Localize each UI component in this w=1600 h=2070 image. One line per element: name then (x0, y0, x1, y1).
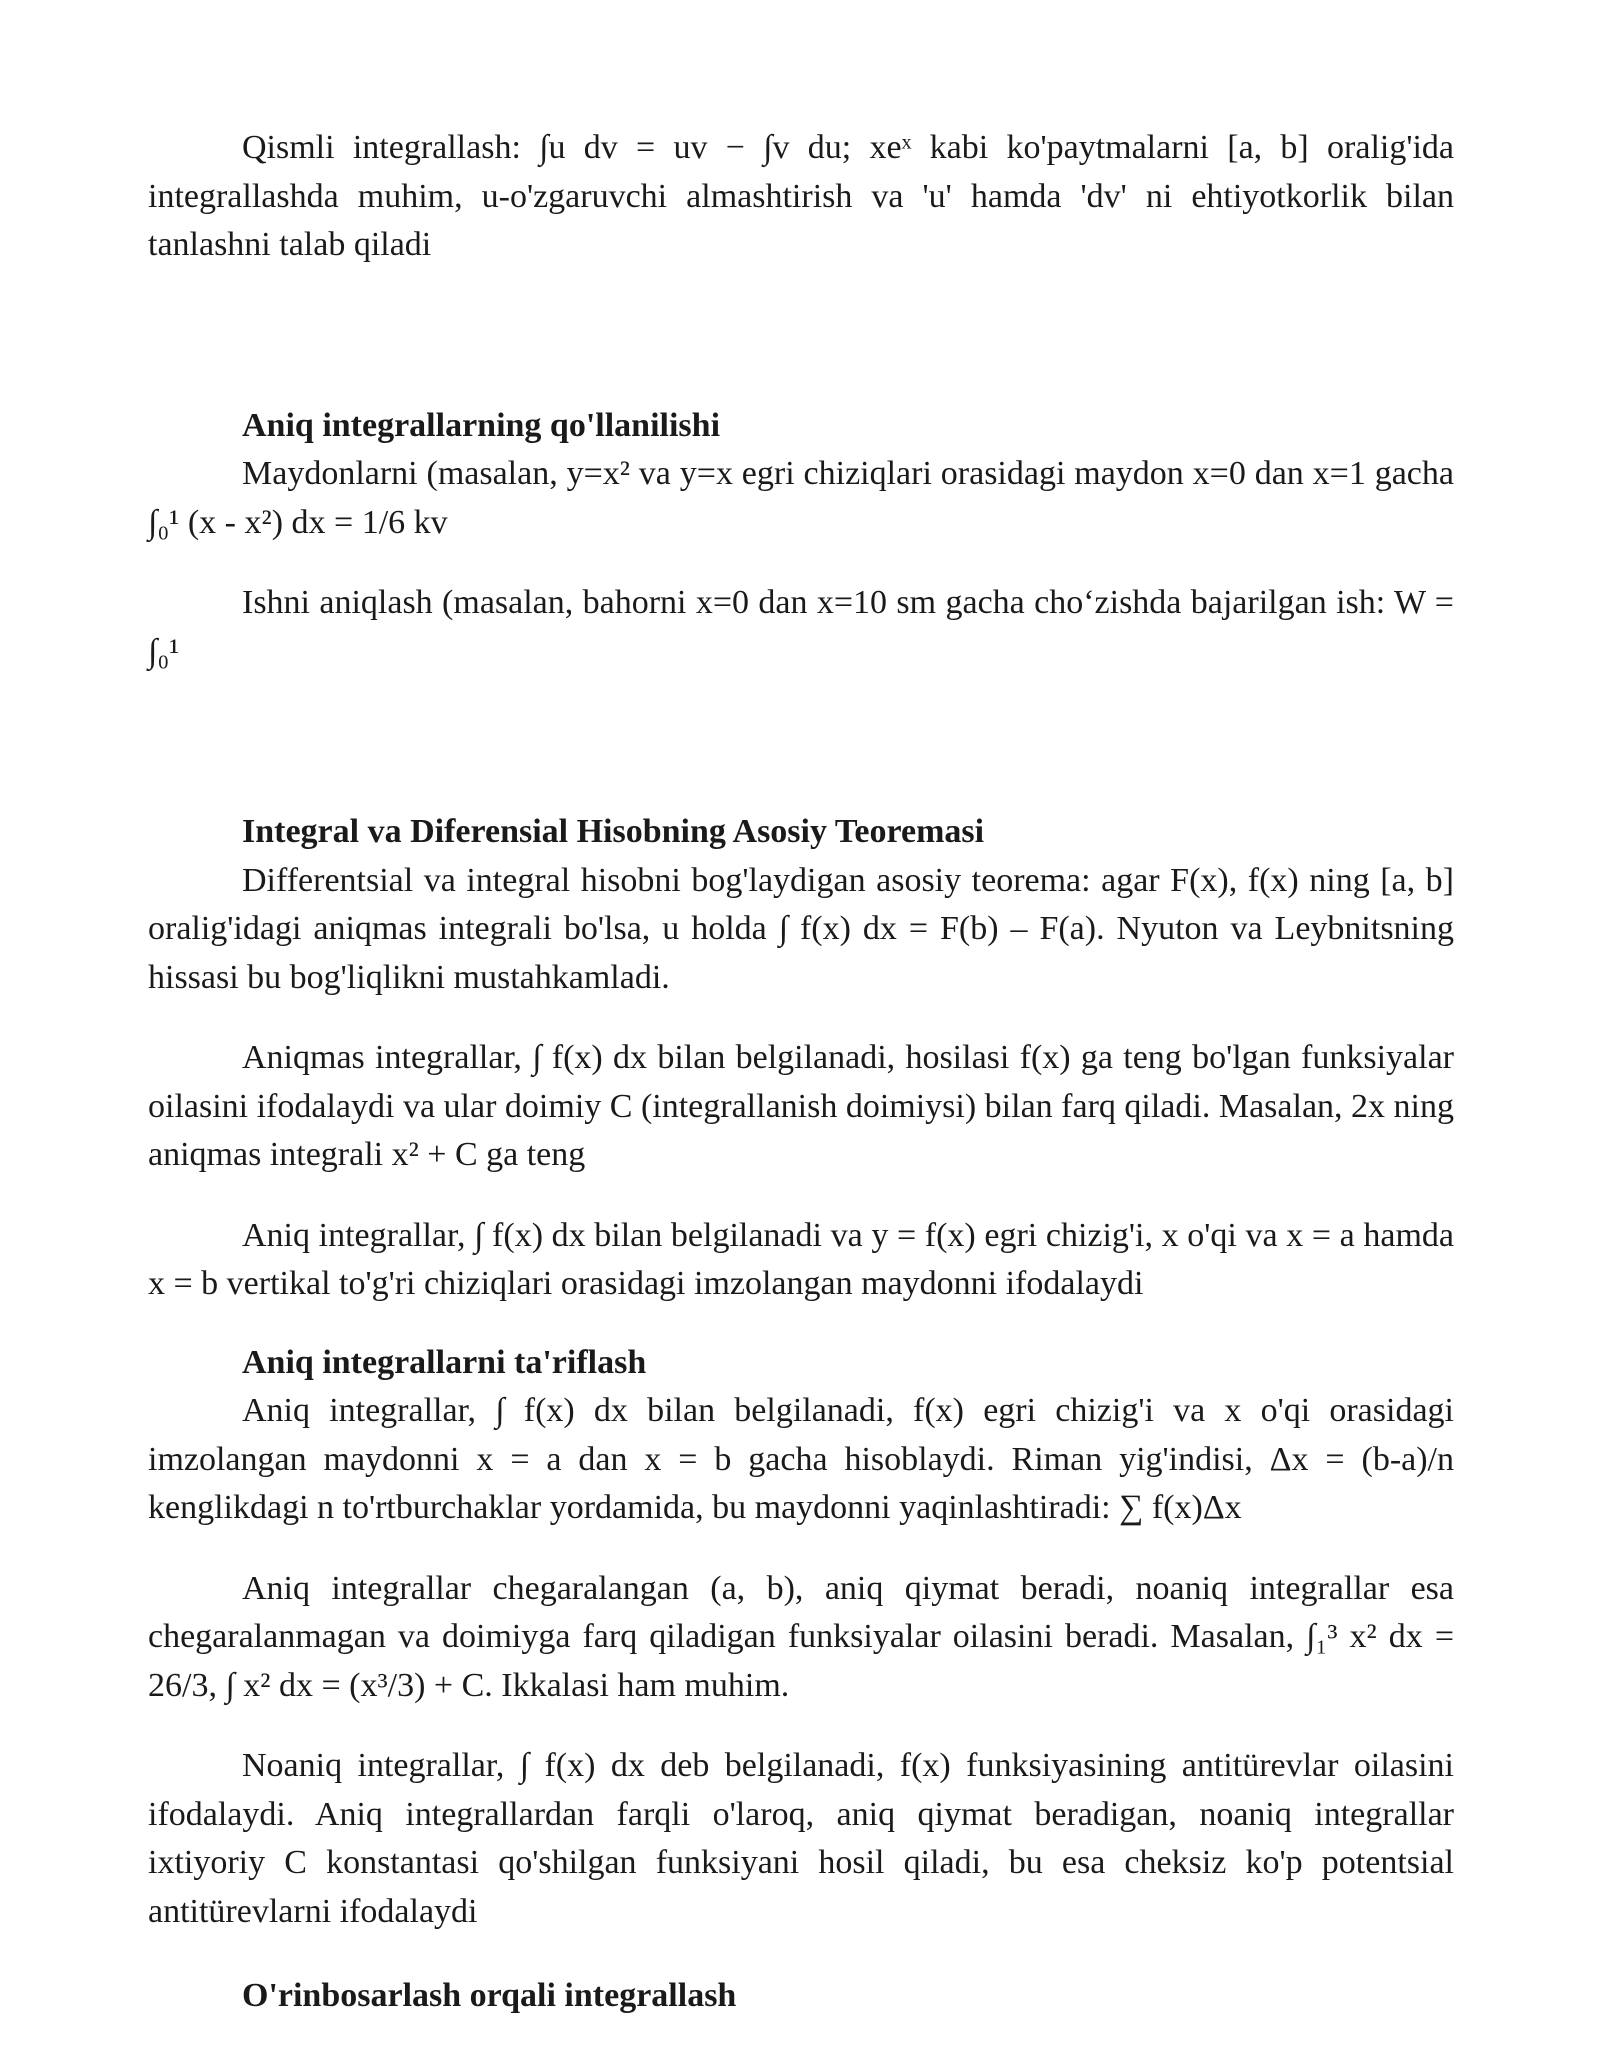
paragraph-riemann-sum: Aniq integrallar, ∫ f(x) dx bilan belgilanadi, f(x) egri chizig'i va x o'qi orasidagi imzolangan maydonni x = a dan x = b gacha hisoblaydi. Riman yig'indisi, Δx = (b-a)/n kenglikdagi n to'rtburchaklar yordamida, bu maydonni yaqinlashtiradi: ∑ f(x)Δx (148, 1392, 1454, 1526)
document-page (148, 124, 1454, 2021)
paragraph-indefinite-integrals: Aniqmas integrallar, ∫ f(x) dx bilan belgilanadi, hosilasi f(x) ga teng bo'lgan funksiyalar oilasini ifodalaydi va ular doimiy C (integrallanish doimiysi) bilan farq qiladi. Masalan, 2x ning aniqmas integrali x² + C ga teng (148, 1039, 1454, 1173)
paragraph-definite-vs-indefinite: Aniq integrallar chegaralangan (a, b), aniq qiymat beradi, noaniq integrallar esa chegaralanmagan va doimiyga farq qiladigan funksiyalar oilasini beradi. Masalan, ∫₁³ x² dx = 26/3, ∫ x² dx = (x³/3) + C. Ikkalasi ham muhim. (148, 1569, 1454, 1704)
paragraph-fundamental-theorem: Differentsial va integral hisobni bog'laydigan asosiy teorema: agar F(x), f(x) ning [a, b] oralig'idagi aniqmas integrali bo'lsa, u holda ∫ f(x) dx = F(b) – F(a). Nyuton va Leybnitsning hissasi bu bog'liqlikni mustahkamladi. (148, 861, 1454, 996)
heading-substitution: O'rinbosarlash orqali integrallash (242, 1977, 737, 2014)
heading-applications: Aniq integrallarning qo'llanilishi (242, 406, 721, 444)
heading-fundamental-theorem: Integral va Diferensial Hisobning Asosiy Teoremasi (242, 813, 985, 850)
paragraph-integration-by-parts: Qismli integrallash: ∫u dv = uv − ∫v du; xeˣ kabi ko'paytmalarni [a, b] oralig'ida integrallashda muhim, u-o'zgaruvchi almashtirish va 'u' hamda 'dv' ni ehtiyotkorlik bilan tanlashni talab qiladi (148, 129, 1454, 263)
paragraph-work-example: Ishni aniqlash (masalan, bahorni x=0 dan x=10 sm gacha cho‘zishda bajarilgan ish: W = ∫₀¹ (148, 584, 1454, 670)
paragraph-definite-integrals: Aniq integrallar, ∫ f(x) dx bilan belgilanadi va y = f(x) egri chizig'i, x o'qi va x = a hamda x = b vertikal to'g'ri chiziqlari orasidagi imzolangan maydonni ifodalaydi (148, 1216, 1454, 1302)
paragraph-area-example: Maydonlarni (masalan, y=x² va y=x egri chiziqlari orasidagi maydon x=0 dan x=1 gacha ∫₀¹ (x - x²) dx = 1/6 kv (148, 455, 1454, 541)
paragraph-indefinite-antiderivatives: Noaniq integrallar, ∫ f(x) dx deb belgilanadi, f(x) funksiyasining antitürevlar oilasini ifodalaydi. Aniq integrallardan farqli o'laroq, aniq qiymat beradigan, noaniq integrallar ixtiyoriy C konstantasi qo'shilgan funksiyani hosil qiladi, bu esa cheksiz ko'p potentsial antitürevlarni ifodalaydi (148, 1747, 1454, 1930)
heading-defining-definite-integrals: Aniq integrallarni ta'riflash (242, 1343, 647, 1381)
